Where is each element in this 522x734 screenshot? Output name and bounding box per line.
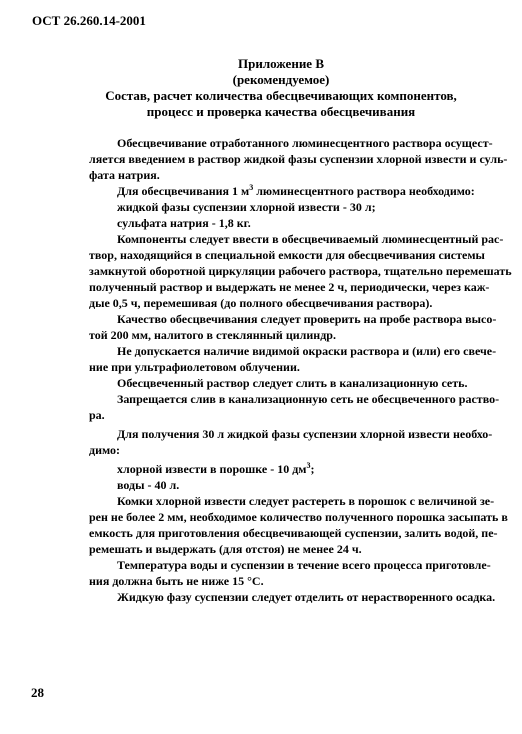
- text-fragment: ;: [310, 462, 315, 476]
- document-body: [89, 135, 512, 605]
- text-fragment: Для обесцвечивания 1 м: [117, 184, 250, 198]
- text-line: Обесцвеченный раствор следует слить в канализационную сеть.: [117, 376, 468, 390]
- text-line: замкнутой оборотной циркуляции рабочего раствора, тщательно перемешать: [89, 264, 512, 278]
- text-line: Качество обесцвечивания следует проверить на пробе раствора высо-: [117, 312, 497, 326]
- text-line: ремешать и выдержать (для отстоя) не менее 24 ч.: [89, 542, 362, 556]
- text-line: ния должна быть не ниже 15 °С.: [89, 574, 264, 588]
- text-line: твор, находящийся в специальной емкости для обесцвечивания системы: [89, 248, 485, 262]
- text-line: ляется введением в раствор жидкой фазы суспензии хлорной извести и суль-: [89, 152, 508, 166]
- text-line: фата натрия.: [89, 168, 160, 182]
- text-line: воды - 40 л.: [117, 478, 180, 492]
- text-line: ра.: [89, 408, 105, 422]
- text-line: [89, 461, 439, 477]
- appendix-subtitle-line-2: процесс и проверка качества обесцвечивания: [146, 104, 416, 119]
- text-line: [89, 183, 475, 199]
- document-code: ОСТ 26.260.14-2001: [32, 13, 146, 28]
- appendix-note: (рекомендуемое): [232, 72, 330, 87]
- text-fragment: люминесцентного раствора необходимо:: [253, 184, 475, 198]
- superscript: 3: [249, 183, 254, 192]
- text-line: Запрещается слив в канализационную сеть не обесцвеченного раство-: [117, 392, 500, 406]
- text-line: Жидкую фазу суспензии следует отделить от нерастворенного осадка.: [117, 590, 496, 604]
- text-line: Обесцвечивание отработанного люминесцентного раствора осущест-: [117, 136, 493, 150]
- text-line: сульфата натрия - 1,8 кг.: [117, 216, 251, 230]
- text-line: емкость для приготовления обесцвечивающей суспензии, залить водой, пе-: [89, 526, 498, 540]
- text-line: Для получения 30 л жидкой фазы суспензии хлорной извести необхо-: [117, 427, 493, 441]
- text-line: той 200 мм, налитого в стеклянный цилиндр.: [89, 328, 336, 342]
- appendix-subtitle-line-1: Состав, расчет количества обесцвечивающих компонентов,: [105, 88, 457, 103]
- text-line: Не допускается наличие видимой окраски раствора и (или) его свече-: [117, 344, 497, 358]
- superscript: 3: [306, 461, 311, 470]
- text-line: жидкой фазы суспензии хлорной извести - 30 л;: [117, 200, 376, 214]
- appendix-heading: [40, 56, 522, 120]
- text-line: рен не более 2 мм, необходимое количество полученного порошка засыпать в: [89, 510, 508, 524]
- text-line: Комки хлорной извести следует растереть в порошок с величиной зе-: [117, 494, 495, 508]
- text-line: ние при ультрафиолетовом облучении.: [89, 360, 300, 374]
- appendix-title: Приложение В: [238, 56, 324, 71]
- text-fragment: хлорной извести в порошке - 10 дм: [117, 462, 307, 476]
- text-line: полученный раствор и выдержать не менее 2 ч, периодически, через каж-: [89, 280, 490, 294]
- text-line: дые 0,5 ч, перемешивая (до полного обесцвечивания раствора).: [89, 296, 433, 310]
- text-line: димо:: [89, 443, 120, 457]
- page-number: 28: [31, 685, 44, 700]
- text-line: Компоненты следует ввести в обесцвечиваемый люминесцентный рас-: [117, 232, 504, 246]
- text-line: Температура воды и суспензии в течение всего процесса приготовле-: [117, 558, 491, 572]
